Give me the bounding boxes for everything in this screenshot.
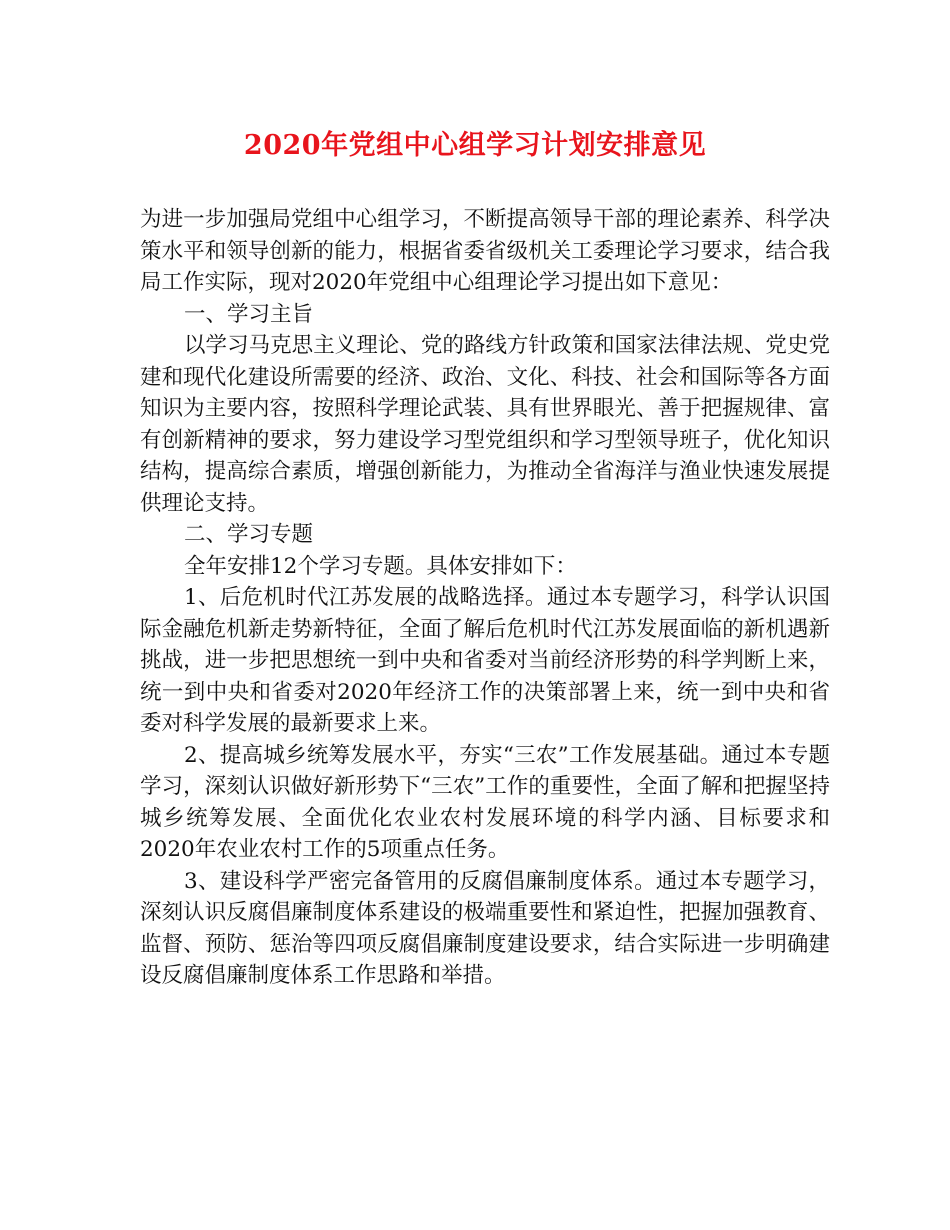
- document-body: [140, 204, 830, 992]
- section-heading-topics: 二、学习专题: [184, 522, 314, 547]
- topic-item-2: 2、提高城乡统筹发展水平，夯实“三农”工作发展基础。通过本专题学习，深刻认识做好新形势下“三农”工作的重要性，全面了解和把握坚持城乡统筹发展、全面优化农业农村发展环境的科学内涵、目标要求和2020年农业农村工作的5项重点任务。: [140, 742, 830, 862]
- topics-summary-paragraph: 全年安排12个学习专题。具体安排如下：: [184, 553, 577, 579]
- purpose-paragraph: 以学习马克思主义理论、党的路线方针政策和国家法律法规、党史党建和现代化建设所需要的经济、政治、文化、科技、社会和国际等各方面知识为主要内容，按照科学理论武装、具有世界眼光、善于把握规律、富有创新精神的要求，努力建设学习型党组织和学习型领导班子，优化知识结构，提高综合素质，增强创新能力，为推动全省海洋与渔业快速发展提供理论支持。: [140, 333, 830, 516]
- document-title: 2020年党组中心组学习计划安排意见: [243, 130, 707, 161]
- intro-paragraph: 为进一步加强局党组中心组学习，不断提高领导干部的理论素养、科学决策水平和领导创新的能力，根据省委省级机关工委理论学习要求，结合我局工作实际，现对2020年党组中心组理论学习提出如下意见：: [140, 207, 830, 295]
- section-heading-purpose: 一、学习主旨: [184, 301, 314, 327]
- topic-item-1: 1、后危机时代江苏发展的战略选择。通过本专题学习，科学认识国际金融危机新走势新特征，全面了解后危机时代江苏发展面临的新机遇新挑战，进一步把思想统一到中央和省委对当前经济形势的科学判断上来，统一到中央和省委对2020年经济工作的决策部署上来，统一到中央和省委对科学发展的最新要求上来。: [140, 585, 830, 736]
- topic-item-3: 3、建设科学严密完备管用的反腐倡廉制度体系。通过本专题学习，深刻认识反腐倡廉制度体系建设的极端重要性和紧迫性，把握加强教育、监督、预防、惩治等四项反腐倡廉制度建设要求，结合实际进一步明确建设反腐倡廉制度体系工作思路和举措。: [140, 868, 830, 988]
